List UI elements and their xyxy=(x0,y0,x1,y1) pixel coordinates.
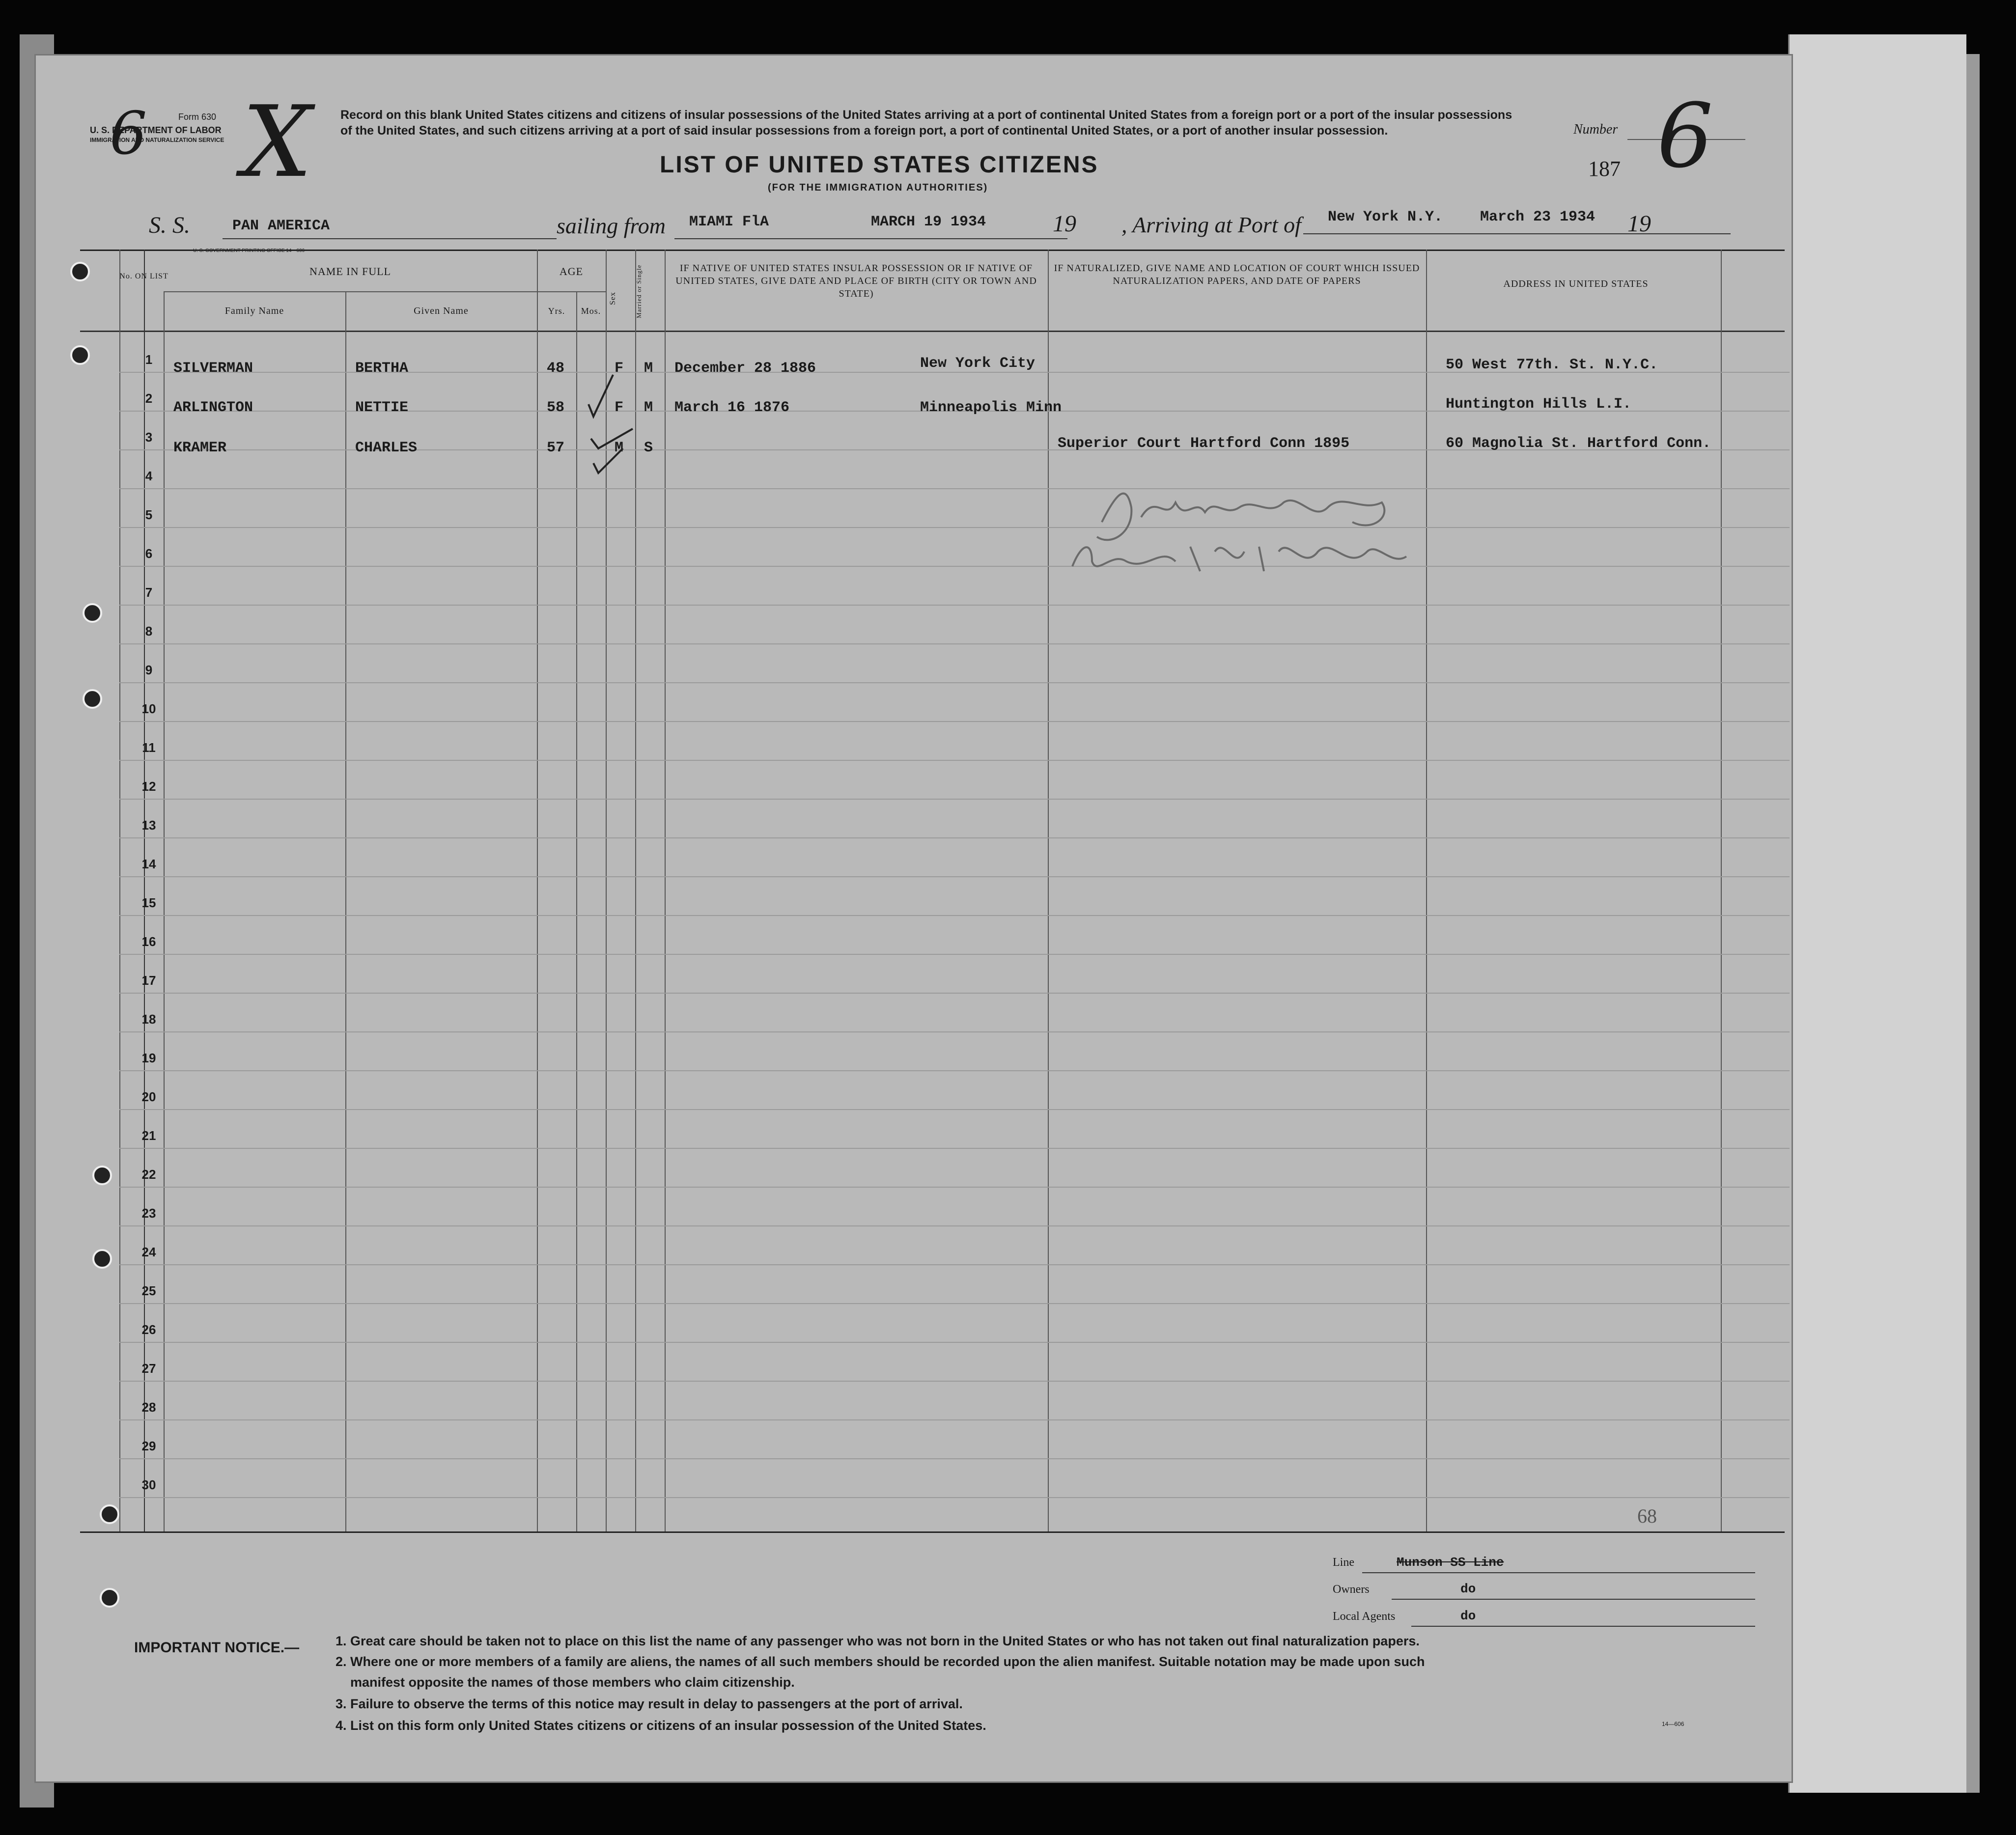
row-number: 6 xyxy=(145,546,153,561)
row-line xyxy=(119,1419,1790,1420)
col-naturalized: IF NATURALIZED, GIVE NAME AND LOCATION OF COURT WHICH ISSUED NATURALIZATION PAPERS, AND DATE OF PAPERS xyxy=(1054,263,1420,286)
notice-item: 3. Failure to observe the terms of this notice may result in delay to passengers at the port of arrival. xyxy=(336,1696,963,1711)
birth-place: New York City xyxy=(920,355,1036,372)
age-years: 57 xyxy=(547,440,565,456)
row-number: 12 xyxy=(141,779,156,794)
number-value: 6 xyxy=(1657,85,1713,188)
row-line xyxy=(119,1342,1790,1343)
row-number: 27 xyxy=(141,1361,156,1376)
page-number: 68 xyxy=(1637,1505,1657,1527)
row-line xyxy=(119,876,1790,877)
col-family-name: Family Name xyxy=(224,306,284,316)
age-years: 58 xyxy=(547,399,565,416)
row-line xyxy=(119,1225,1790,1226)
notice-title: IMPORTANT NOTICE.— xyxy=(134,1640,300,1656)
col-mos: Mos. xyxy=(581,306,601,316)
row-line xyxy=(119,488,1790,489)
year-prefix: 19 xyxy=(1053,211,1076,237)
marital-status: M xyxy=(644,399,653,416)
col-given-name: Given Name xyxy=(414,306,469,316)
family-name: ARLINGTON xyxy=(173,399,253,416)
row-line xyxy=(119,566,1790,567)
col-no: No. ON LIST xyxy=(119,272,168,280)
line-value: Munson SS Line xyxy=(1397,1555,1504,1570)
owners-label: Owners xyxy=(1333,1583,1370,1596)
manifest-sheet xyxy=(34,54,1793,1783)
row-number: 13 xyxy=(141,818,156,833)
row-line xyxy=(119,1109,1790,1110)
punch-hole xyxy=(100,1504,119,1524)
row-line xyxy=(119,1264,1790,1265)
row-line xyxy=(119,1187,1790,1188)
page-subtitle: (FOR THE IMMIGRATION AUTHORITIES) xyxy=(768,182,988,193)
birth-date: December 28 1886 xyxy=(674,360,816,377)
row-line xyxy=(119,1148,1790,1149)
row-number: 23 xyxy=(141,1206,156,1221)
row-number: 1 xyxy=(145,352,153,367)
sailing-label: sailing from xyxy=(557,213,666,238)
sailing-from: MIAMI FlA xyxy=(689,214,769,230)
sex: M xyxy=(615,440,624,456)
col-address: ADDRESS IN UNITED STATES xyxy=(1503,278,1649,289)
agents-value: do xyxy=(1460,1609,1476,1623)
form-number: Form 630 xyxy=(178,112,217,122)
birth-date: March 16 1876 xyxy=(674,399,790,416)
sex: F xyxy=(615,399,624,416)
col-birth: IF NATIVE OF UNITED STATES INSULAR POSSESSION OR IF NATIVE OF UNITED STATES, GIVE DATE AND PLACE OF BIRTH (CITY OR TOWN AND STATE) xyxy=(675,263,1037,299)
row-line xyxy=(119,915,1790,916)
row-number: 24 xyxy=(141,1245,156,1259)
row-line xyxy=(119,993,1790,994)
agents-label: Local Agents xyxy=(1333,1610,1396,1623)
notice-item: 2. Where one or more members of a family are aliens, the names of all such members should be recorded upon the alien manifest. Suitable notation may be made upon such xyxy=(336,1654,1425,1669)
row-number: 29 xyxy=(141,1439,156,1453)
row-number: 15 xyxy=(141,895,156,910)
page-title: LIST OF UNITED STATES CITIZENS xyxy=(660,152,1099,178)
row-number: 8 xyxy=(145,624,153,639)
punch-hole xyxy=(92,1249,112,1269)
punch-hole xyxy=(70,345,90,365)
row-line xyxy=(119,837,1790,838)
row-number: 2 xyxy=(145,391,153,406)
check-mark xyxy=(593,448,623,473)
punch-hole xyxy=(83,603,102,623)
row-line xyxy=(119,760,1790,761)
punch-hole xyxy=(83,689,102,709)
birth-place: Minneapolis Minn xyxy=(920,399,1062,416)
punch-hole xyxy=(70,262,90,281)
row-number: 20 xyxy=(141,1089,156,1104)
address: 60 Magnolia St. Hartford Conn. xyxy=(1446,435,1711,452)
service: IMMIGRATION AND NATURALIZATION SERVICE xyxy=(90,137,224,143)
corner-mark: 6 xyxy=(110,100,147,168)
row-number: 22 xyxy=(141,1167,156,1182)
check-mark xyxy=(588,375,613,417)
family-name: SILVERMAN xyxy=(173,360,253,377)
row-line xyxy=(119,605,1790,606)
notice-item: 1. Great care should be taken not to place on this list the name of any passenger who was not born in the United States or who has not taken out final naturalization papers. xyxy=(336,1634,1420,1648)
address: 50 West 77th. St. N.Y.C. xyxy=(1446,357,1658,373)
sailing-date: MARCH 19 1934 xyxy=(871,214,986,230)
punch-hole xyxy=(92,1166,112,1185)
line-label: Line xyxy=(1333,1556,1354,1569)
check-marks xyxy=(579,331,647,478)
given-name: BERTHA xyxy=(355,360,409,377)
form-code: 14—606 xyxy=(1662,1721,1684,1727)
signature xyxy=(1028,463,1470,591)
row-line xyxy=(119,527,1790,528)
row-number: 7 xyxy=(145,585,153,600)
ship-name: PAN AMERICA xyxy=(232,218,330,234)
row-line xyxy=(119,1381,1790,1382)
col-sex: Sex xyxy=(609,292,617,306)
arriving-label: , Arriving at Port of xyxy=(1121,212,1301,237)
year-prefix: 19 xyxy=(1627,211,1651,237)
given-name: CHARLES xyxy=(355,440,418,456)
punch-hole xyxy=(100,1588,119,1608)
col-name-in-full: NAME IN FULL xyxy=(309,265,391,278)
row-number: 18 xyxy=(141,1012,156,1027)
check-mark xyxy=(591,429,633,448)
given-name: NETTIE xyxy=(355,399,409,416)
row-number: 25 xyxy=(141,1283,156,1298)
address: Huntington Hills L.I. xyxy=(1446,396,1632,413)
arrival-port: New York N.Y. xyxy=(1328,209,1443,225)
notice-item: 4. List on this form only United States citizens or citizens of an insular possession of the United States. xyxy=(336,1718,986,1733)
row-number: 9 xyxy=(145,663,153,677)
row-line xyxy=(119,643,1790,644)
row-line xyxy=(119,954,1790,955)
row-number: 16 xyxy=(141,934,156,949)
row-line xyxy=(119,1458,1790,1459)
row-number: 28 xyxy=(141,1400,156,1415)
row-number: 26 xyxy=(141,1322,156,1337)
row-number: 10 xyxy=(141,701,156,716)
row-line xyxy=(119,1070,1790,1071)
notice-item: manifest opposite the names of those members who claim citizenship. xyxy=(350,1675,795,1690)
col-age: AGE xyxy=(559,265,584,278)
naturalization: Superior Court Hartford Conn 1895 xyxy=(1058,435,1350,452)
instructions: Record on this blank United States citizens and citizens of insular possessions of the United States arriving at a port of continental United States from a foreign port or a port of the insular possessions of the United States, and such citizens arriving at a port of said insular possessions from a foreign port, a port of continental United States, or a port of another insular possession. xyxy=(340,108,1512,138)
row-line xyxy=(119,1497,1790,1498)
row-number: 14 xyxy=(141,857,156,871)
marital-status: S xyxy=(644,440,653,456)
row-number: 4 xyxy=(145,469,153,483)
row-number: 30 xyxy=(141,1477,156,1492)
row-line xyxy=(119,799,1790,800)
row-number: 17 xyxy=(141,973,156,988)
corner-x: X xyxy=(242,85,312,199)
page-edge xyxy=(1788,34,1966,1793)
row-number: 5 xyxy=(145,507,153,522)
row-line xyxy=(119,721,1790,722)
row-number: 21 xyxy=(141,1128,156,1143)
row-number: 19 xyxy=(141,1051,156,1065)
ss-label: S. S. xyxy=(149,212,190,238)
marital-status: M xyxy=(644,360,653,377)
row-number: 3 xyxy=(145,430,153,445)
list-number: 187 xyxy=(1588,157,1621,181)
department: U. S. DEPARTMENT OF LABOR xyxy=(90,125,222,135)
number-label: Number xyxy=(1573,122,1618,137)
owners-value: do xyxy=(1460,1582,1476,1596)
col-married-single: Married or Single xyxy=(635,264,643,318)
row-line xyxy=(119,682,1790,683)
row-line xyxy=(119,1303,1790,1304)
col-yrs: Yrs. xyxy=(548,306,565,316)
row-line xyxy=(119,1031,1790,1032)
row-number: 11 xyxy=(142,740,156,755)
sex: F xyxy=(615,360,624,377)
family-name: KRAMER xyxy=(173,440,227,456)
arrival-date: March 23 1934 xyxy=(1480,209,1596,225)
age-years: 48 xyxy=(547,360,565,377)
